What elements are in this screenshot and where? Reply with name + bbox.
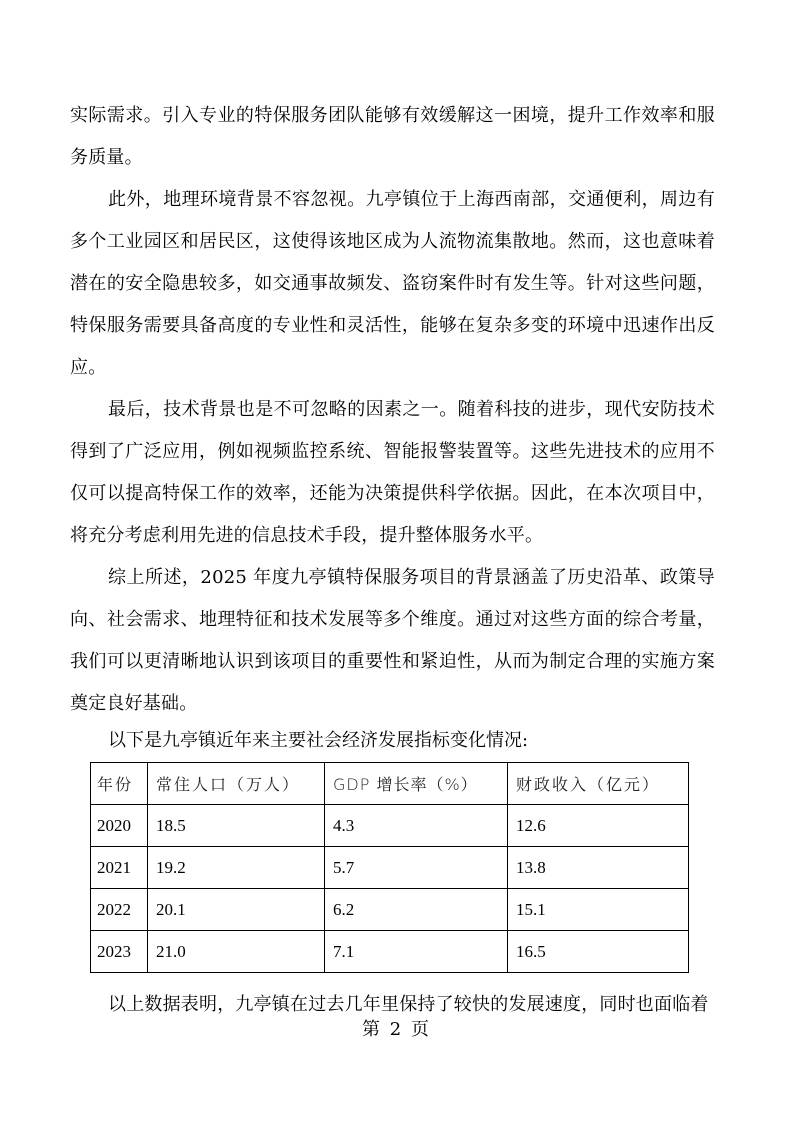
paragraph-geography: 此外，地理环境背景不容忽视。九亭镇位于上海西南部，交通便利，周边有多个工业园区和居民区，这使得该地区成为人流物流集散地。然而，这也意味着潜在的安全隐患较多，如交通事故频发、盗窃案件时有发生等。针对这些问题，特保服务需要具备高度的专业性和灵活性，能够在复杂多变的环境中迅速作出反应。 xyxy=(70,189,715,378)
economic-indicators-table xyxy=(90,762,689,973)
header-gdp-growth: GDP 增长率（%） xyxy=(325,763,508,805)
cell-fiscal-revenue: 16.5 xyxy=(508,931,689,973)
cell-fiscal-revenue: 15.1 xyxy=(508,889,689,931)
paragraph-summary: 综上所述，2025 年度九亭镇特保服务项目的背景涵盖了历史沿革、政策导向、社会需求、地理特征和技术发展等多个维度。通过对这些方面的综合考量，我们可以更清晰地认识到该项目的重要性和紧迫性，从而为制定合理的实施方案奠定良好基础。 xyxy=(70,567,715,714)
table-row xyxy=(91,805,689,847)
cell-population: 18.5 xyxy=(148,805,325,847)
cell-population: 20.1 xyxy=(148,889,325,931)
header-fiscal-revenue: 财政收入（亿元） xyxy=(508,763,689,805)
header-population: 常住人口（万人） xyxy=(148,763,325,805)
cell-year: 2022 xyxy=(91,889,148,931)
cell-gdp-growth: 7.1 xyxy=(325,931,508,973)
cell-gdp-growth: 6.2 xyxy=(325,889,508,931)
paragraph-service-quality: 实际需求。引入专业的特保服务团队能够有效缓解这一困境，提升工作效率和服务质量。 xyxy=(70,105,715,168)
page-number: 第 2 页 xyxy=(362,1019,431,1040)
cell-year: 2023 xyxy=(91,931,148,973)
cell-fiscal-revenue: 13.8 xyxy=(508,847,689,889)
cell-fiscal-revenue: 12.6 xyxy=(508,805,689,847)
cell-population: 19.2 xyxy=(148,847,325,889)
cell-population: 21.0 xyxy=(148,931,325,973)
header-year: 年份 xyxy=(91,763,148,805)
paragraph-technology: 最后，技术背景也是不可忽略的因素之一。随着科技的进步，现代安防技术得到了广泛应用，例如视频监控系统、智能报警装置等。这些先进技术的应用不仅可以提高特保工作的效率，还能为决策提供科学依据。因此，在本次项目中，将充分考虑利用先进的信息技术手段，提升整体服务水平。 xyxy=(70,399,715,546)
cell-gdp-growth: 4.3 xyxy=(325,805,508,847)
cell-year: 2021 xyxy=(91,847,148,889)
table-row xyxy=(91,847,689,889)
cell-year: 2020 xyxy=(91,805,148,847)
document-body xyxy=(70,95,715,725)
table-caption: 以下是九亭镇近年来主要社会经济发展指标变化情况: xyxy=(108,730,529,751)
cell-gdp-growth: 5.7 xyxy=(325,847,508,889)
paragraph-conclusion-start: 以上数据表明，九亭镇在过去几年里保持了较快的发展速度，同时也面临着 xyxy=(108,994,709,1015)
table-row xyxy=(91,931,689,973)
table-row xyxy=(91,889,689,931)
indicators-table-wrapper xyxy=(90,762,689,973)
table-header-row xyxy=(91,763,689,805)
